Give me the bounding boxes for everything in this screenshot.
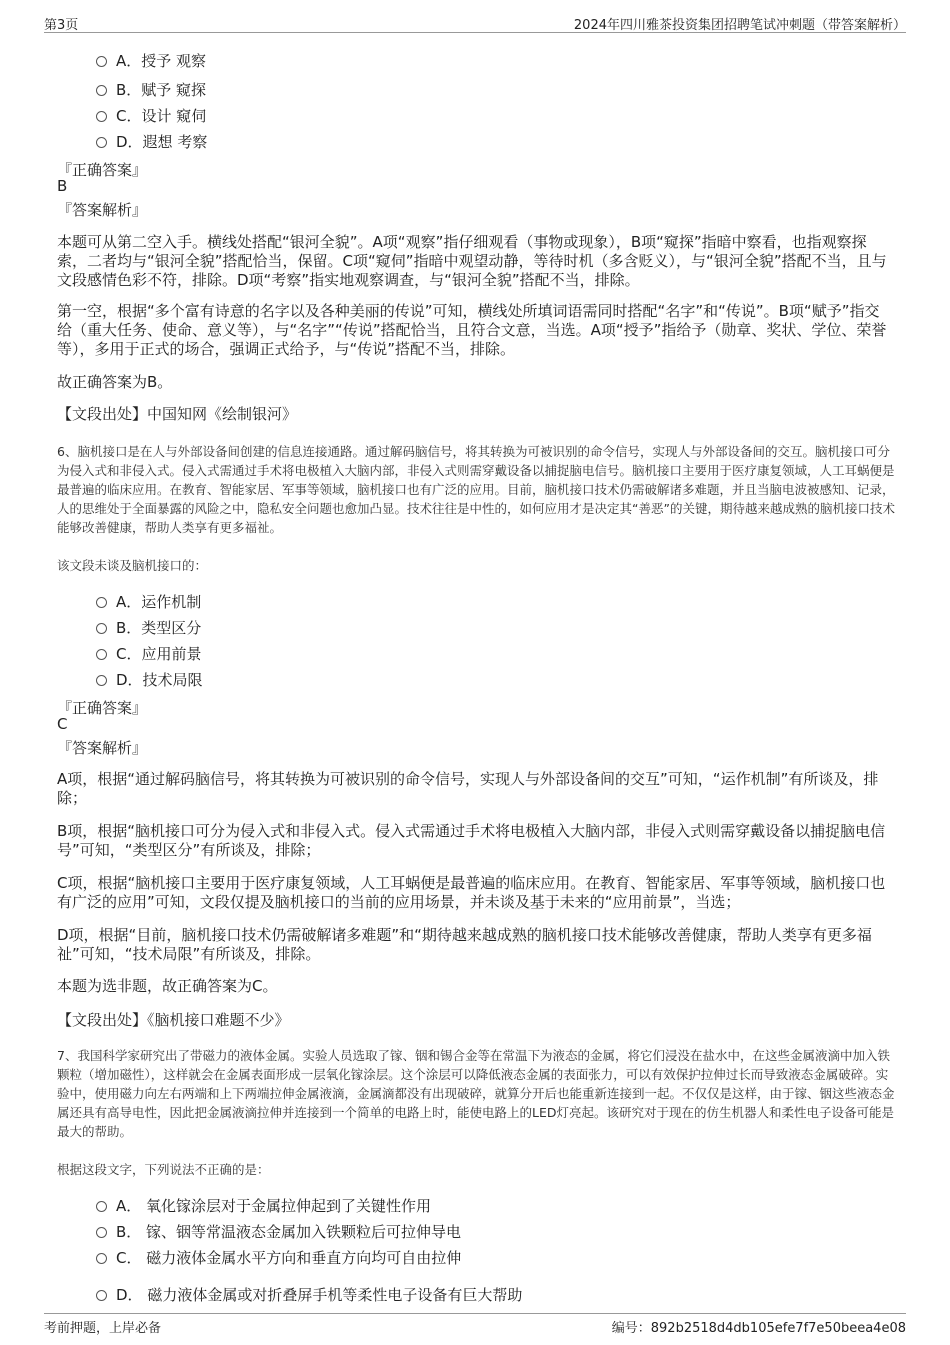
q6-option-c[interactable]: C．应用前景 [96, 643, 201, 664]
radio-icon[interactable] [96, 137, 107, 148]
q6-analysis-conclusion: 本题为选非题，故正确答案为C。 [57, 977, 278, 995]
radio-icon[interactable] [96, 675, 107, 686]
q5-analysis-conclusion: 故正确答案为B。 [57, 373, 173, 391]
radio-icon[interactable] [96, 85, 107, 96]
q6-analysis-b: B项，根据“脑机接口可分为侵入式和非侵入式。侵入式需通过手术将电极植入大脑内部，非侵入式则需穿戴设备以捕捉脑电信号”可知，“类型区分”有所谈及，排除； [57, 822, 886, 859]
q5-option-c[interactable]: C．设计 窥伺 [96, 105, 206, 126]
q6-option-a[interactable]: A．运作机制 [96, 591, 201, 612]
q6-analysis-d: D项，根据“目前，脑机接口技术仍需破解诸多难题”和“期待越来越成熟的脑机接口技术能够改善健康，帮助人类享有更多福祉”可知，“技术局限”有所谈及，排除。 [57, 926, 872, 963]
q6-analysis-c: C项，根据“脑机接口主要用于医疗康复领域，人工耳蜗便是最普遍的临床应用。在教育、智能家居、军事等领域，脑机接口也有广泛的应用”可知，文段仅提及脑机接口的当前的应用场景，并未谈及基于未来的“应用前景”，当选； [57, 874, 886, 911]
page-number: 第3页 [44, 18, 79, 33]
radio-icon[interactable] [96, 623, 107, 634]
q5-answer: B [57, 177, 68, 195]
radio-icon[interactable] [96, 1227, 107, 1238]
q7-passage: 7、我国科学家研究出了带磁力的液体金属。实验人员选取了镓、铟和锡合金等在常温下为液态的金属，将它们浸没在盐水中，在这些金属液滴中加入铁颗粒（增加磁性），这样就会在金属表面形成一层氧化镓涂层。这个涂层可以降低液态金属的表面张力，可以有效保护拉伸过长而导致液态金属破碎。实验中，使用磁力向左右两端和上下两端拉伸金属液滴，金属滴都没有出现破碎，就算分开后也能重新连接到一起。不仅仅是这样，由于镓、铟这些液态金属还具有高导电性，因此把金属液滴拉伸并连接到一个简单的电路上时，能使电路上的LED灯亮起。该研究对于现在的仿生机器人和柔性电子设备可能是最大的帮助。 [57, 1048, 895, 1139]
footer-slogan: 考前押题，上岸必备 [44, 1321, 162, 1336]
q6-answer: C [57, 715, 68, 733]
footer-serial: 编号：892b2518d4db105efe7f7e50beea4e08 [611, 1321, 906, 1336]
q5-analysis-para-2: 第一空，根据“多个富有诗意的名字以及各种美丽的传说”可知，横线处所填词语需同时搭配“名字”和“传说”。B项“赋予”指交给（重大任务、使命、意义等），与“名字”“传说”搭配恰当，且符合文意，当选。A项“授予”指给予（勋章、奖状、学位、荣誉等），多用于正式的场合，强调正式给予，与“传说”搭配不当，排除。 [57, 302, 887, 358]
q5-analysis-label: 『答案解析』 [57, 201, 148, 219]
radio-icon[interactable] [96, 1201, 107, 1212]
q5-option-b[interactable]: B．赋予 窥探 [96, 79, 206, 100]
q6-passage: 6、脑机接口是在人与外部设备间创建的信息连接通路。通过解码脑信号，将其转换为可被识别的命令信号，实现人与外部设备间的交互。脑机接口可分为侵入式和非侵入式。侵入式需通过手术将电极植入大脑内部，非侵入式则需穿戴设备以捕捉脑电信号。脑机接口主要用于医疗康复领域，人工耳蜗便是最普遍的临床应用。在教育、智能家居、军事等领域，脑机接口也有广泛的应用。目前，脑机接口技术仍需破解诸多难题，并且当脑电波被感知、记录，人的思维处于全面暴露的风险之中，隐私安全问题也愈加凸显。技术往往是中性的，如何应用才是决定其“善恶”的关键，期待越来越成熟的脑机接口技术能够改善健康，帮助人类享有更多福祉。 [57, 444, 895, 535]
radio-icon[interactable] [96, 111, 107, 122]
q6-option-d[interactable]: D．技术局限 [96, 669, 203, 690]
q7-option-c[interactable]: C． 磁力液体金属水平方向和垂直方向均可自由拉伸 [96, 1247, 461, 1268]
q5-analysis-para-1: 本题可从第二空入手。横线处搭配“银河全貌”。A项“观察”指仔细观看（事物或现象），B项“窥探”指暗中察看，也指观察探索，二者均与“银河全貌”搭配恰当，保留。C项“窥伺”指暗中观望动静，等待时机（多含贬义），与“银河全貌”搭配不当，且与文段感情色彩不符，排除。D项“考察”指实地观察调查，与“银河全貌”搭配不当，排除。 [57, 233, 887, 289]
radio-icon[interactable] [96, 649, 107, 660]
q6-option-b[interactable]: B．类型区分 [96, 617, 201, 638]
page-header [44, 12, 906, 33]
q6-question: 该文段未谈及脑机接口的： [57, 558, 208, 573]
q7-option-d[interactable]: D． 磁力液体金属或对折叠屏手机等柔性电子设备有巨大帮助 [96, 1284, 522, 1305]
q6-analysis-a: A项，根据“通过解码脑信号，将其转换为可被识别的命令信号，实现人与外部设备间的交互”可知，“运作机制”有所谈及，排除； [57, 770, 879, 807]
document-title: 2024年四川雅茶投资集团招聘笔试冲刺题（带答案解析） [573, 18, 906, 33]
q6-answer-label: 『正确答案』 [57, 699, 148, 717]
page-footer [44, 1313, 906, 1336]
radio-icon[interactable] [96, 597, 107, 608]
q7-option-b[interactable]: B． 镓、铟等常温液态金属加入铁颗粒后可拉伸导电 [96, 1221, 461, 1242]
radio-icon[interactable] [96, 56, 107, 67]
radio-icon[interactable] [96, 1290, 107, 1301]
radio-icon[interactable] [96, 1253, 107, 1264]
q6-analysis-label: 『答案解析』 [57, 739, 148, 757]
q5-answer-label: 『正确答案』 [57, 161, 148, 179]
q5-source: 【文段出处】中国知网《绘制银河》 [57, 405, 298, 423]
q5-option-d[interactable]: D．遐想 考察 [96, 131, 207, 152]
q6-source: 【文段出处】《脑机接口难题不少》 [57, 1011, 290, 1029]
q7-question: 根据这段文字，下列说法不正确的是： [57, 1162, 270, 1177]
q7-option-a[interactable]: A． 氧化镓涂层对于金属拉伸起到了关键性作用 [96, 1195, 431, 1216]
q5-option-a[interactable]: A．授予 观察 [96, 50, 206, 71]
